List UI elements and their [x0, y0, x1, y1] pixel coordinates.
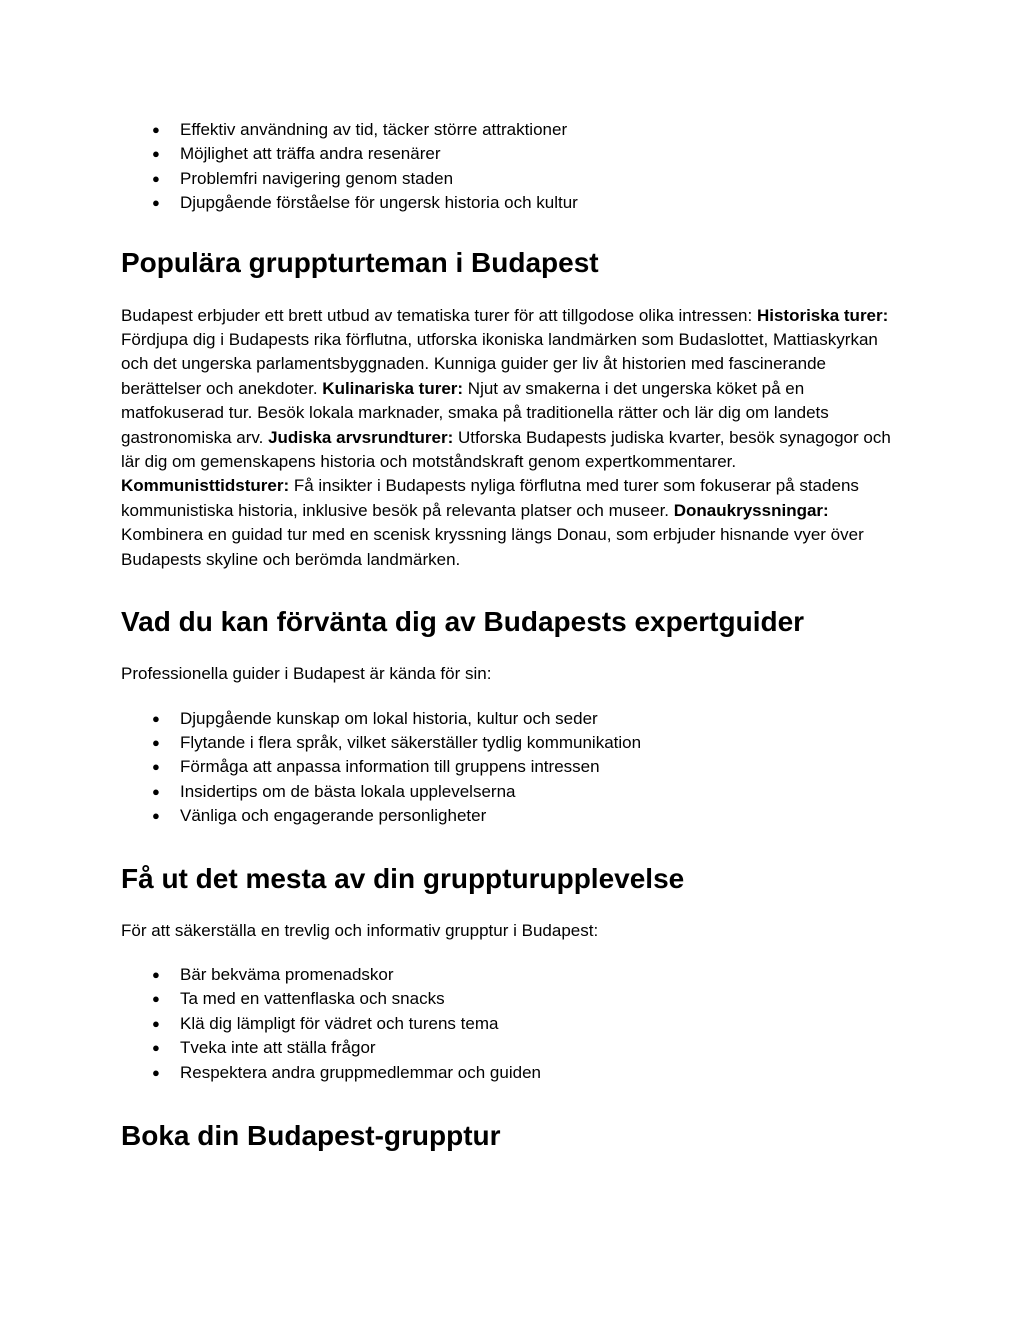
tips-list — [121, 963, 906, 1085]
list-item: ● Klä dig lämpligt för vädret och turens tema — [121, 1012, 906, 1036]
list-item: ● Möjlighet att träffa andra resenärer — [121, 142, 906, 166]
list-item: ● Bär bekväma promenadskor — [121, 963, 906, 987]
list-item: ● Problemfri navigering genom staden — [121, 167, 906, 191]
list-item: ● Ta med en vattenflaska och snacks — [121, 987, 906, 1011]
bullet-icon: ● — [152, 808, 160, 824]
bullet-icon: ● — [152, 1064, 160, 1080]
make-the-most-intro: För att säkerställa en trevlig och informativ grupptur i Budapest: — [121, 920, 599, 940]
popular-themes-paragraph: Budapest erbjuder ett brett utbud av tematiska turer för att tillgodose olika intressen: Historiska turer: Fördjupa dig i Budapests rika förflutna, utforska ikoniska landmärken som Budaslottet, Mattiaskyrkan och det ungerska parlamentsbyggnaden. Kunniga guider ger liv åt historien med fascinerande berättelser och anekdoter. Kulinariska turer: Njut av smakerna i det ungerska köket på en matfokuserad tur. Besök lokala marknader, smaka på traditionella rätter och lär dig om landets gastronomiska arv. Judiska arvsrundturer: Utforska Budapests judiska kvarter, besök synagogor och lär dig om gemenskapens historia och motståndskraft genom expertkommentarer. Kommunisttidsturer: Få insikter i Budapests nyliga förflutna med turer som fokuserar på stadens kommunistiska historia, inklusive besök på relevanta platser och museer. Donaukryssningar: Kombinera en guidad tur med en scenisk kryssning längs Donau, som erbjuder hisnande vyer över Budapests skyline och berömda landmärken. — [121, 305, 891, 569]
bullet-icon: ● — [152, 195, 160, 211]
theme-label: Historiska turer: — [756, 305, 889, 325]
bullet-icon: ● — [152, 710, 160, 726]
theme-label: Donaukryssningar: — [673, 500, 829, 520]
list-item: ● Djupgående förståelse för ungersk historia och kultur — [121, 191, 906, 215]
bullet-icon: ● — [152, 759, 160, 775]
list-item: ● Respektera andra gruppmedlemmar och guiden — [121, 1061, 906, 1085]
document-page — [121, 118, 906, 1153]
bullet-icon: ● — [152, 170, 160, 186]
list-item: ● Insidertips om de bästa lokala upplevelserna — [121, 780, 906, 804]
theme-label: Judiska arvsrundturer: — [268, 427, 454, 447]
list-item: ● Djupgående kunskap om lokal historia, kultur och seder — [121, 707, 906, 731]
section-heading-expert-guides: Vad du kan förvänta dig av Budapests expertguider — [121, 606, 805, 638]
bullet-icon: ● — [152, 966, 160, 982]
list-item: ● Vänliga och engagerande personligheter — [121, 804, 906, 828]
bullet-icon: ● — [152, 991, 160, 1007]
list-item: ● Effektiv användning av tid, täcker större attraktioner — [121, 118, 906, 142]
theme-label: Kommunisttidsturer: — [121, 476, 290, 496]
list-item: ● Förmåga att anpassa information till gruppens intressen — [121, 755, 906, 779]
expert-guides-intro: Professionella guider i Budapest är kända för sin: — [121, 664, 492, 684]
section-heading-book-tour: Boka din Budapest-grupptur — [121, 1119, 501, 1151]
guide-qualities-list — [121, 707, 906, 829]
bullet-icon: ● — [152, 1040, 160, 1056]
bullet-icon: ● — [152, 122, 160, 137]
section-heading-make-the-most: Få ut det mesta av din gruppturupplevelse — [121, 862, 685, 894]
theme-label: Kulinariska turer: — [322, 378, 464, 398]
bullet-icon: ● — [152, 734, 160, 750]
benefits-list — [121, 118, 906, 216]
list-item: ● Tveka inte att ställa frågor — [121, 1036, 906, 1060]
bullet-icon: ● — [152, 1015, 160, 1031]
bullet-icon: ● — [152, 146, 160, 162]
section-heading-popular-themes: Populära gruppturteman i Budapest — [121, 246, 599, 278]
bullet-icon: ● — [152, 783, 160, 799]
list-item: ● Flytande i flera språk, vilket säkerställer tydlig kommunikation — [121, 731, 906, 755]
